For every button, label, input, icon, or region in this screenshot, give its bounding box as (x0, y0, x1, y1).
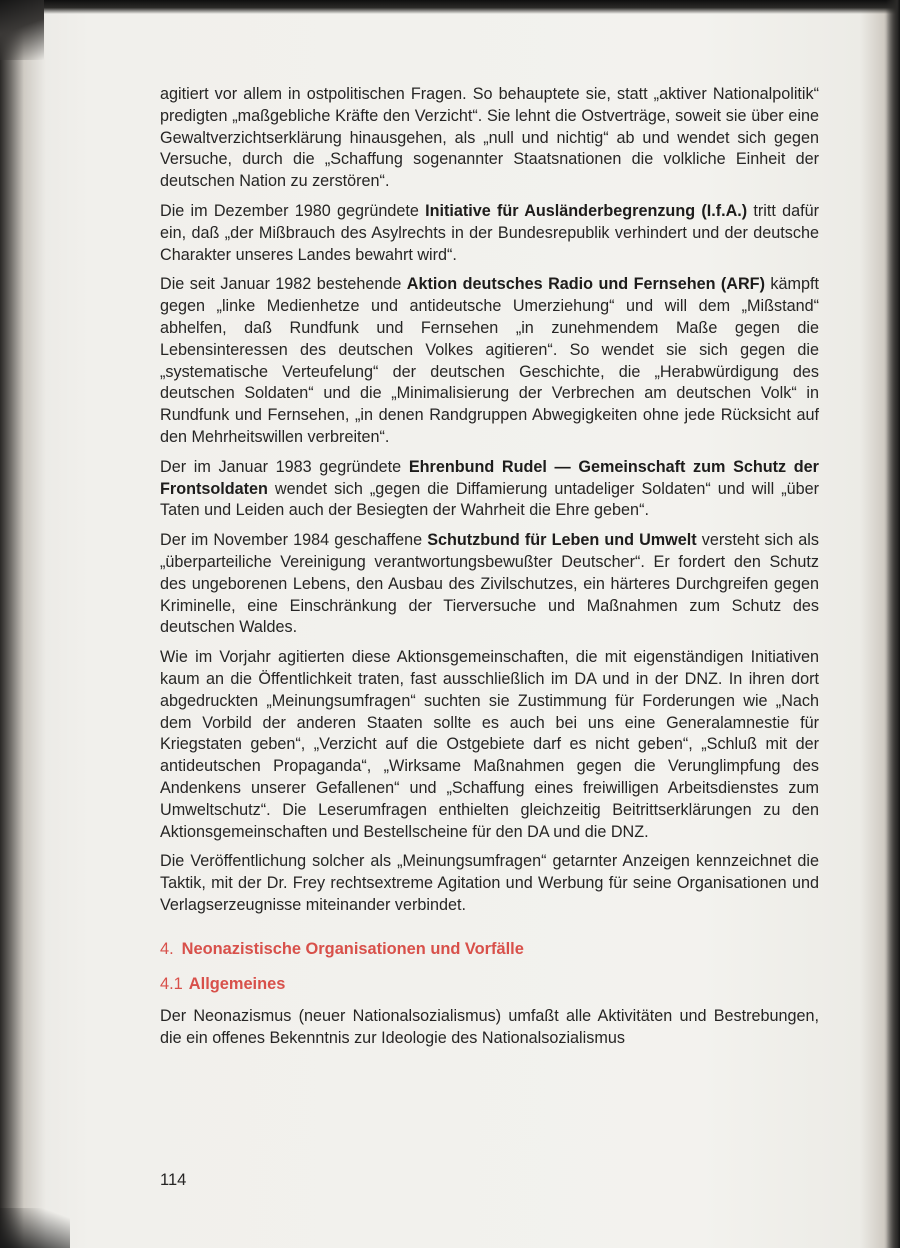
organization-name: Aktion deutsches Radio und Fernsehen (ARF) (406, 275, 765, 294)
scan-bottom-corner-shadow (0, 1208, 70, 1248)
paragraph-text: tritt dafür ein, daß „der Mißbrauch des Asylrechts in der Bundesrepublik verhindert und der deutsche Charakter unseres Landes bewahrt wird“. (160, 201, 820, 264)
paragraph-text: wendet sich „gegen die Diffamierung untadeliger Soldaten“ und will „über Taten und Leiden auch der Besiegten der Wahrheit die Ehre geben“. (160, 479, 819, 520)
paragraph-text: agitiert vor allem in ostpolitischen Fragen. So behauptete sie, statt „aktiver Nationalpolitik“ predigten „maßgebliche Kräfte den Verzicht“. Sie lehnt die Ostverträge, soweit sie über eine Gewaltverzichtserklärung hinausgehen, als „null und nichtig“ ab und wendet sich gegen Versuche, durch die „Schaffung sogenannter Staatsnationen die volkliche Einheit der deutschen Nation zu zerstören“. (160, 85, 819, 191)
subsection-number: 4.1 (160, 975, 183, 994)
scan-right-edge (886, 0, 900, 1248)
paragraph-text: Die seit Januar 1982 bestehende (160, 275, 407, 294)
paragraph-text: Die Veröffentlichung solcher als „Meinungsumfragen“ getarnter Anzeigen kennzeichnet die Taktik, mit der Dr. Frey rechtsextreme Agitation und Werbung für seine Organisationen und Verlagserzeugnisse miteinander verbindet. (160, 852, 819, 914)
page-body (160, 84, 819, 1058)
subsection-heading (160, 974, 819, 996)
paragraph-vorjahr (160, 647, 819, 843)
paragraph-arf (160, 274, 819, 448)
paragraph-text: versteht sich als „überparteiliche Vereinigung verantwortungsbewußter Deutscher“. Er fordert den Schutz des ungeborenen Lebens, den Ausbau des Zivilschutzes, ein härteres Durchgreifen gegen Kriminelle, eine Einschränkung der Tierversuche und Maßnahmen zum Schutz des deutschen Waldes. (160, 531, 819, 637)
paragraph-taktik (160, 851, 819, 916)
scan-corner-shadow (0, 0, 44, 60)
organization-name: Initiative für Ausländerbegrenzung (I.f.A.) (425, 201, 748, 220)
section-heading (160, 939, 819, 961)
section-number: 4. (160, 939, 174, 958)
subsection-title: Allgemeines (188, 975, 286, 994)
organization-name: Ehrenbund Rudel — Gemeinschaft zum Schutz der Frontsoldaten (160, 457, 819, 498)
paragraph-ifa (160, 201, 819, 266)
paragraph-text: Der im Januar 1983 gegründete (160, 457, 409, 476)
page-number: 114 (160, 1171, 187, 1189)
section-title: Neonazistische Organisationen und Vorfälle (181, 939, 524, 958)
paragraph-1 (160, 84, 819, 193)
paragraph-text: kämpft gegen „linke Medienhetze und antideutsche Umerziehung“ und will dem „Mißstand“ abhelfen, daß Rundfunk und Fernsehen „in zunehmendem Maße gegen die Lebensinteressen des deutschen Volkes agitieren“. So wendet sie sich gegen die „systematische Verteufelung“ der deutschen Geschichte, die „Herabwürdigung des deutschen Soldaten“ und die „Minimalisierung der Verbrechen am deutschen Volk“ in Rundfunk und Fernsehen, „in denen Randgruppen Abwegigkeiten ohne jede Rücksicht auf den Mehrheitswillen verbreiten“. (160, 275, 819, 446)
paragraph-neonazismus (160, 1006, 819, 1050)
paragraph-text: Die im Dezember 1980 gegründete (160, 201, 426, 220)
paragraph-text: Der Neonazismus (neuer Nationalsozialismus) umfaßt alle Aktivitäten und Bestrebungen, die ein offenes Bekenntnis zur Ideologie des Nationalsozialismus (160, 1007, 819, 1048)
organization-name: Schutzbund für Leben und Umwelt (427, 531, 697, 550)
paragraph-text: Wie im Vorjahr agitierten diese Aktionsgemeinschaften, die mit eigenständigen Initiativen kaum an die Öffentlichkeit traten, fast ausschließlich im DA und in der DNZ. In ihren dort abgedruckten „Meinungsumfragen“ suchten sie Zustimmung für Forderungen wie „Nach dem Vorbild der anderen Staaten sollte es auch bei uns eine Generalamnestie für Kriegstaten geben“, „Verzicht auf die Ostgebiete darf es nicht geben“, „Schluß mit der antideutschen Propaganda“, „Wirksame Maßnahmen gegen die Verunglimpfung des Andenkens unserer Gefallenen“ und „Schaffung eines freiwilligen Arbeitsdienstes zum Umweltschutz“. Die Leserumfragen enthielten gleichzeitig Beitrittserklärungen zu den Aktionsgemeinschaften und Bestellscheine für den DA und die DNZ. (160, 648, 819, 841)
paragraph-text: Der im November 1984 geschaffene (160, 531, 428, 550)
paragraph-schutzbund (160, 530, 819, 639)
scan-top-shadow (0, 0, 900, 14)
paragraph-ehrenbund (160, 457, 819, 522)
